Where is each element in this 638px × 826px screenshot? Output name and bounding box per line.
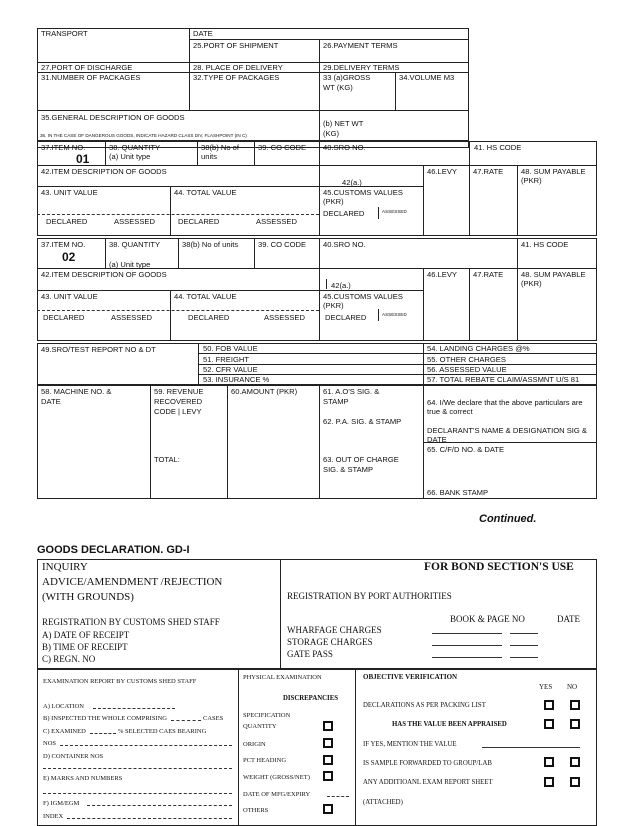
declare-label-2: true & correct — [427, 407, 473, 416]
no-units-label: 38(b) No of units — [182, 240, 239, 249]
index-field[interactable] — [67, 818, 232, 819]
sum-payable-label-2: (PKR) — [521, 279, 542, 288]
quantity-checkbox[interactable] — [323, 721, 333, 731]
mfg-expiry-label: DATE OF MFG/EXPIRY — [243, 791, 311, 798]
pa-label: 62. P.A. SIG. & STAMP — [323, 417, 402, 426]
date-receipt-label: A) DATE OF RECEIPT — [42, 630, 130, 640]
machine-label-2: DATE — [41, 397, 61, 406]
grid-line — [254, 238, 255, 268]
inquiry-label: INQUIRY — [42, 561, 88, 573]
item-no-label: 37.ITEM NO. — [41, 240, 86, 249]
declared-unit-label: DECLARED — [46, 217, 88, 226]
total-label: TOTAL: — [154, 455, 180, 464]
gross-wt-label: 33 (a)GROSS — [323, 73, 371, 82]
dangerous-goods-label: 36. IN THE CASE OF DANGEROUS GOODS, INDICATE HAZARD CLASS DIV, FLASHPOINT (IN C) — [40, 133, 247, 138]
dashed-divider — [37, 214, 319, 215]
grid-line — [517, 238, 518, 341]
num-packages-label: 31.NUMBER OF PACKAGES — [41, 73, 141, 82]
rate-label: 47.RATE — [473, 167, 504, 176]
physical-exam-title: PHYSICAL EXAMINATION — [243, 674, 322, 681]
additional-yes-checkbox[interactable] — [544, 777, 554, 787]
declared-total-label: DECLARED — [188, 313, 230, 322]
assessed-label: ASSESSED — [382, 209, 407, 214]
marks-field[interactable] — [43, 793, 232, 794]
weight-label: WEIGHT (GROSS/NET) — [243, 774, 310, 781]
no-header: NO — [567, 683, 578, 691]
delivery-terms-label: 29.DELIVERY TERMS — [323, 63, 400, 72]
transport-label: TRANSPORT — [41, 29, 88, 38]
nos-label: NOS — [43, 740, 57, 747]
book-page-line[interactable] — [432, 657, 502, 658]
item-no-value: 01 — [76, 152, 90, 166]
grid-line — [189, 28, 190, 62]
total-value-label: 44. TOTAL VALUE — [174, 188, 237, 197]
selected-label: % SELECTED CAES BEARING — [118, 728, 207, 735]
aos-label-2: STAMP — [323, 397, 349, 406]
grid-line — [423, 268, 424, 341]
declared-label: DECLARED — [323, 209, 365, 218]
grid-line — [37, 165, 597, 166]
machine-label: 58. MACHINE NO. & — [41, 387, 112, 396]
grid-line — [423, 442, 597, 443]
type-packages-label: 32.TYPE OF PACKAGES — [193, 73, 280, 82]
assessed-total-label: ASSESSED — [264, 313, 305, 322]
bond-section-title: FOR BOND SECTION'S USE — [424, 561, 574, 573]
weight-checkbox[interactable] — [323, 771, 333, 781]
packing-list-label: DECLARATIONS AS PER PACKING LIST — [363, 702, 486, 709]
specification-label: SPECIFICATION — [243, 712, 291, 719]
total-value-label: 44. TOTAL VALUE — [174, 292, 237, 301]
grid-line — [105, 141, 106, 165]
no-units-label: 38(b) No of — [201, 143, 239, 152]
item-no-value: 02 — [62, 250, 76, 264]
declarant-label-2: DATE — [427, 435, 447, 444]
unit-type-label: (a) Unit type — [109, 260, 151, 269]
container-label: D) CONTAINER NOS — [43, 753, 104, 760]
igm-field[interactable] — [87, 805, 232, 806]
attached-label: (ATTACHED) — [363, 799, 403, 806]
examined-field[interactable] — [90, 733, 116, 734]
sub-42a-label: 42(a.) — [342, 178, 362, 187]
assessed-unit-label: ASSESSED — [111, 313, 152, 322]
other-charges-label: 55. OTHER CHARGES — [427, 355, 506, 364]
additional-no-checkbox[interactable] — [570, 777, 580, 787]
gd-title: GOODS DECLARATION. GD-I — [37, 544, 190, 556]
declare-label: 64. I/We declare that the above particulars are — [427, 398, 583, 407]
sro-label: 40.SRO NO. — [323, 240, 366, 249]
grid-line — [378, 207, 379, 219]
item-desc-label: 42.ITEM DESCRIPTION OF GOODS — [41, 270, 167, 279]
item-no-label: 37.ITEM NO. — [41, 143, 86, 152]
sro-label: 40.SRO NO. — [323, 143, 366, 152]
revenue-label: 59. REVENUE — [154, 387, 204, 396]
grid-line — [378, 309, 379, 321]
date-line[interactable] — [510, 633, 538, 634]
grid-line — [254, 141, 255, 165]
grid-line — [469, 141, 470, 236]
advice-label: ADVICE/AMENDMENT /REJECTION — [42, 576, 223, 588]
sample-label: IS SAMPLE FORWARDED TO GROUP/LAB — [363, 760, 492, 767]
net-wt-label: (b) NET WT — [323, 119, 364, 128]
registration-staff-label: REGISTRATION BY CUSTOMS SHED STAFF — [42, 617, 220, 627]
assessed-label: ASSESSED — [382, 312, 407, 317]
grid-line — [170, 186, 171, 236]
continued-note: Continued. — [479, 513, 537, 525]
place-delivery-label: 28. PLACE OF DELIVERY — [193, 63, 283, 72]
revenue-label-2: RECOVERED — [154, 397, 203, 406]
grid-line — [319, 141, 320, 236]
grid-line — [238, 669, 239, 826]
exam-report-title: EXAMINATION REPORT BY CUSTOMS SHED STAFF — [43, 678, 197, 685]
amount-label: 60.AMOUNT (PKR) — [231, 387, 298, 396]
grid-line — [37, 290, 423, 291]
fob-label: 50. FOB VALUE — [203, 344, 258, 353]
grid-line — [189, 39, 469, 40]
sample-yes-checkbox[interactable] — [544, 757, 554, 767]
grid-line — [178, 238, 179, 268]
cfd-label: 65. C/F/D NO. & DATE — [427, 445, 505, 454]
quantity-label: 38. QUANTITY — [109, 240, 161, 249]
sum-payable-label: 48. SUM PAYABLE — [521, 167, 586, 176]
grid-line — [150, 385, 151, 499]
sub-42a-label: 42(a.) — [331, 281, 351, 290]
hs-code-label: 41. HS CODE — [474, 143, 522, 152]
hs-code-label: 41. HS CODE — [521, 240, 569, 249]
dashed-divider — [37, 310, 319, 311]
inspected-label: B) INSPECTED THE WHOLE COMPRISING — [43, 715, 167, 722]
discrepancies-label: DISCREPANCIES — [283, 695, 339, 702]
grid-line — [319, 62, 320, 140]
registration-port-label: REGISTRATION BY PORT AUTHORITIES — [287, 591, 452, 601]
out-charge-label-2: SIG. & STAMP — [323, 465, 374, 474]
declared-unit-label: DECLARED — [43, 313, 85, 322]
assessed-unit-label: ASSESSED — [114, 217, 155, 226]
mention-value-field[interactable] — [482, 747, 580, 748]
customs-values-label: 45.CUSTOMS VALUES — [323, 292, 403, 301]
additional-exam-label: ANY ADDITIOANL EXAM REPORT SHEET — [363, 779, 493, 786]
gross-wt-label-2: WT (KG) — [323, 83, 353, 92]
book-page-line[interactable] — [432, 645, 502, 646]
marks-label: E) MARKS AND NUMBERS — [43, 775, 123, 782]
out-charge-label: 63. OUT OF CHARGE — [323, 455, 399, 464]
location-field[interactable] — [93, 708, 175, 709]
grounds-label: (WITH GROUNDS) — [42, 591, 134, 603]
customs-values-label-2: (PKR) — [323, 197, 344, 206]
inspected-field[interactable] — [171, 720, 201, 721]
examined-label: C) EXAMINED — [43, 728, 86, 735]
container-field[interactable] — [43, 768, 232, 769]
unit-value-label: 43. UNIT VALUE — [41, 188, 98, 197]
packing-list-yes-checkbox[interactable] — [544, 700, 554, 710]
appraised-no-checkbox[interactable] — [570, 719, 580, 729]
declared-total-label: DECLARED — [178, 217, 220, 226]
quantity-label: 38. QUANTITY — [109, 143, 161, 152]
rebate-label: 57. TOTAL REBATE CLAIM/ASSMNT U/S 81 — [427, 375, 580, 384]
freight-label: 51. FREIGHT — [203, 355, 249, 364]
grid-line — [517, 165, 518, 236]
grid-line — [326, 279, 327, 289]
index-label: INDEX — [43, 813, 64, 820]
gate-pass-label: GATE PASS — [287, 649, 333, 659]
net-wt-label-2: (KG) — [323, 129, 340, 138]
no-units-label-2: units — [201, 152, 218, 161]
storage-label: STORAGE CHARGES — [287, 637, 373, 647]
item-desc-label: 42.ITEM DESCRIPTION OF GOODS — [41, 167, 167, 176]
appraised-label: HAS THE VALUE BEEN APPRAISED — [392, 721, 507, 728]
sample-no-checkbox[interactable] — [570, 757, 580, 767]
grid-line — [355, 669, 356, 826]
book-page-line[interactable] — [432, 633, 502, 634]
rate-label: 47.RATE — [473, 270, 504, 279]
sum-payable-label-2: (PKR) — [521, 176, 542, 185]
origin-checkbox[interactable] — [323, 738, 333, 748]
others-checkbox[interactable] — [323, 804, 333, 814]
date-line[interactable] — [510, 645, 538, 646]
mfg-expiry-field[interactable] — [327, 796, 349, 797]
co-code-label: 39. CO CODE — [258, 240, 307, 249]
pct-heading-label: PCT HEADING — [243, 757, 287, 764]
igm-label: F) IGM/EGM — [43, 800, 80, 807]
grid-line — [37, 110, 469, 111]
date-label: DATE — [193, 29, 213, 38]
packing-list-no-checkbox[interactable] — [570, 700, 580, 710]
time-receipt-label: B) TIME OF RECEIPT — [42, 642, 128, 652]
grid-line — [469, 268, 470, 341]
regn-label: C) REGN. NO — [42, 654, 96, 664]
others-label: OTHERS — [243, 807, 269, 814]
port-discharge-label: 27.PORT OF DISCHARGE — [41, 63, 133, 72]
grid-line — [395, 72, 396, 110]
mention-value-label: IF YES, MENTION THE VALUE — [363, 741, 457, 748]
payment-terms-label: 26.PAYMENT TERMS — [323, 41, 398, 50]
cases-label: CASES — [203, 715, 224, 722]
sro-test-label: 49.SRO/TEST REPORT NO & DT — [41, 345, 156, 354]
grid-line — [227, 385, 228, 499]
origin-label: ORIGIN — [243, 741, 266, 748]
grid-line — [198, 353, 597, 354]
declarant-label: DECLARANT'S NAME & DESIGNATION SIG & — [427, 426, 587, 435]
grid-line — [170, 290, 171, 341]
levy-label: 46.LEVY — [427, 270, 457, 279]
grid-line — [197, 141, 198, 165]
co-code-label: 39. CO CODE — [258, 143, 307, 152]
grid-line — [37, 186, 319, 187]
grid-line — [319, 385, 320, 499]
grid-line — [189, 62, 190, 110]
sum-payable-label: 48. SUM PAYABLE — [521, 270, 586, 279]
yes-header: YES — [539, 683, 553, 691]
assessed-value-label: 56. ASSESSED VALUE — [427, 365, 507, 374]
appraised-yes-checkbox[interactable] — [544, 719, 554, 729]
aos-label: 61. A.O'S SIG. & — [323, 387, 380, 396]
revenue-label-3: CODE | LEVY — [154, 407, 202, 416]
grid-line — [280, 559, 281, 669]
objective-title: OBJECTIVE VERIFICATION — [363, 673, 458, 681]
bank-stamp-label: 66. BANK STAMP — [427, 488, 489, 497]
grid-line — [198, 364, 597, 365]
declared-label: DECLARED — [325, 313, 367, 322]
cfr-label: 52. CFR VALUE — [203, 365, 258, 374]
bond-date-label: DATE — [557, 614, 580, 624]
book-page-label: BOOK & PAGE NO — [450, 614, 525, 624]
quantity-label: QUANTITY — [243, 723, 277, 730]
wharfage-label: WHARFAGE CHARGES — [287, 625, 382, 635]
pct-heading-checkbox[interactable] — [323, 755, 333, 765]
grid-line — [319, 39, 320, 62]
general-desc-label: 35.GENERAL DESCRIPTION OF GOODS — [41, 113, 185, 122]
nos-field[interactable] — [60, 745, 232, 746]
levy-label: 46.LEVY — [427, 167, 457, 176]
unit-value-label: 43. UNIT VALUE — [41, 292, 98, 301]
date-line[interactable] — [510, 657, 538, 658]
location-label: A) LOCATION — [43, 703, 84, 710]
unit-type-label: (a) Unit type — [109, 152, 151, 161]
customs-values-label-2: (PKR) — [323, 301, 344, 310]
grid-line — [319, 186, 423, 187]
grid-line — [423, 165, 424, 236]
landing-label: 54. LANDING CHARGES @% — [427, 344, 530, 353]
customs-values-label: 45.CUSTOMS VALUES — [323, 188, 403, 197]
port-shipment-label: 25.PORT OF SHIPMENT — [193, 41, 279, 50]
grid-line — [105, 238, 106, 268]
volume-label: 34.VOLUME M3 — [399, 73, 455, 82]
insurance-label: 53. INSURANCE % — [203, 375, 270, 384]
assessed-total-label: ASSESSED — [256, 217, 297, 226]
